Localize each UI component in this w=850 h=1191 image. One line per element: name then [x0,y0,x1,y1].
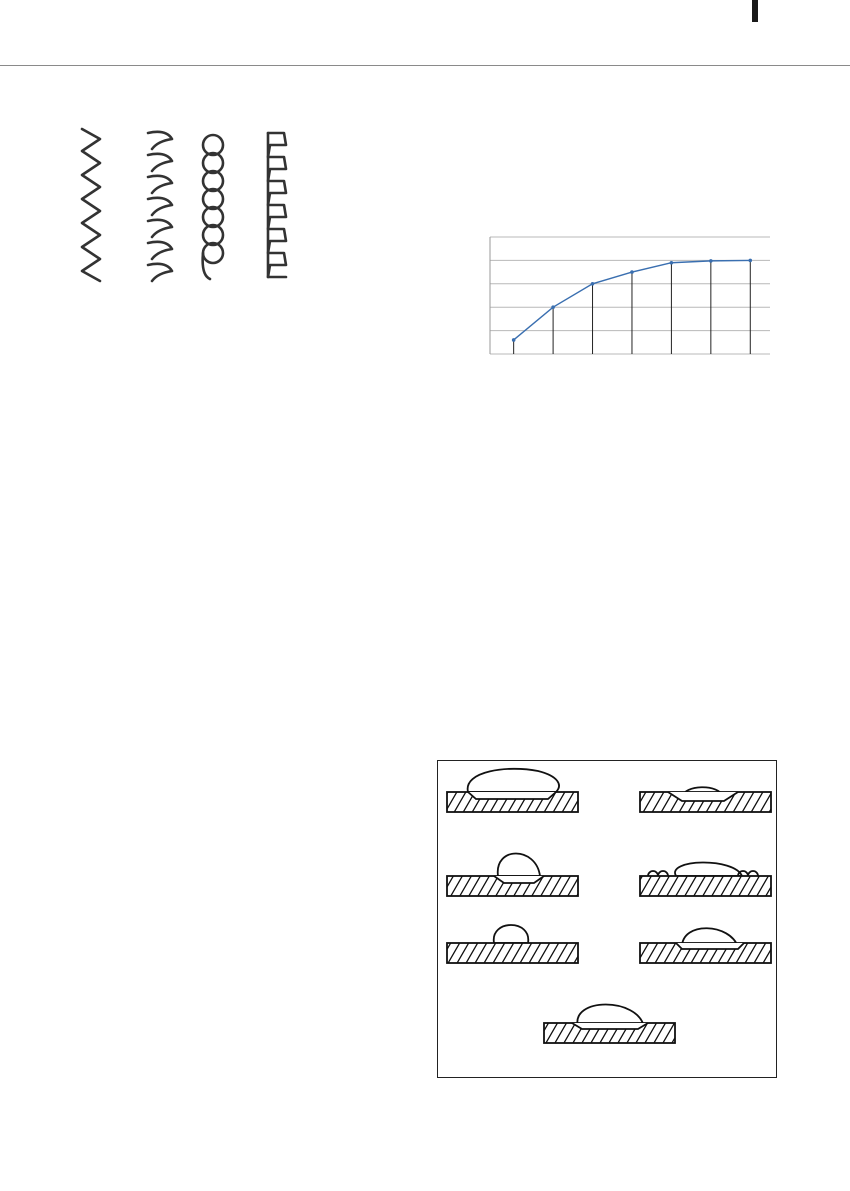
chart-point [709,259,713,263]
square-step-weave-icon [268,133,286,277]
tall-bead-undercut-profile-icon [447,854,578,897]
chart-point [512,338,516,342]
chart-point [748,259,752,263]
chart-point [551,305,555,309]
chart-point [630,270,634,274]
chart-point [670,261,674,265]
line-chart [478,228,778,362]
convex-bead-profile-icon [640,928,771,963]
correct-bead-profile-icon [544,1005,675,1044]
header-rule [0,65,850,66]
weave-patterns-figure [70,125,300,290]
zigzag-weave-icon [82,129,100,281]
bead-with-spatter-profile-icon [640,862,771,896]
bead-profiles-figure [437,760,777,1078]
wide-bead-undercut-profile-icon [447,769,578,812]
circular-loop-weave-icon [203,135,223,279]
chart-point [591,282,595,286]
small-bead-undercut-profile-icon [640,787,771,812]
narrow-convex-bead-profile-icon [447,925,578,963]
page-tab-marker [752,0,758,22]
crescent-weave-icon [148,132,172,281]
